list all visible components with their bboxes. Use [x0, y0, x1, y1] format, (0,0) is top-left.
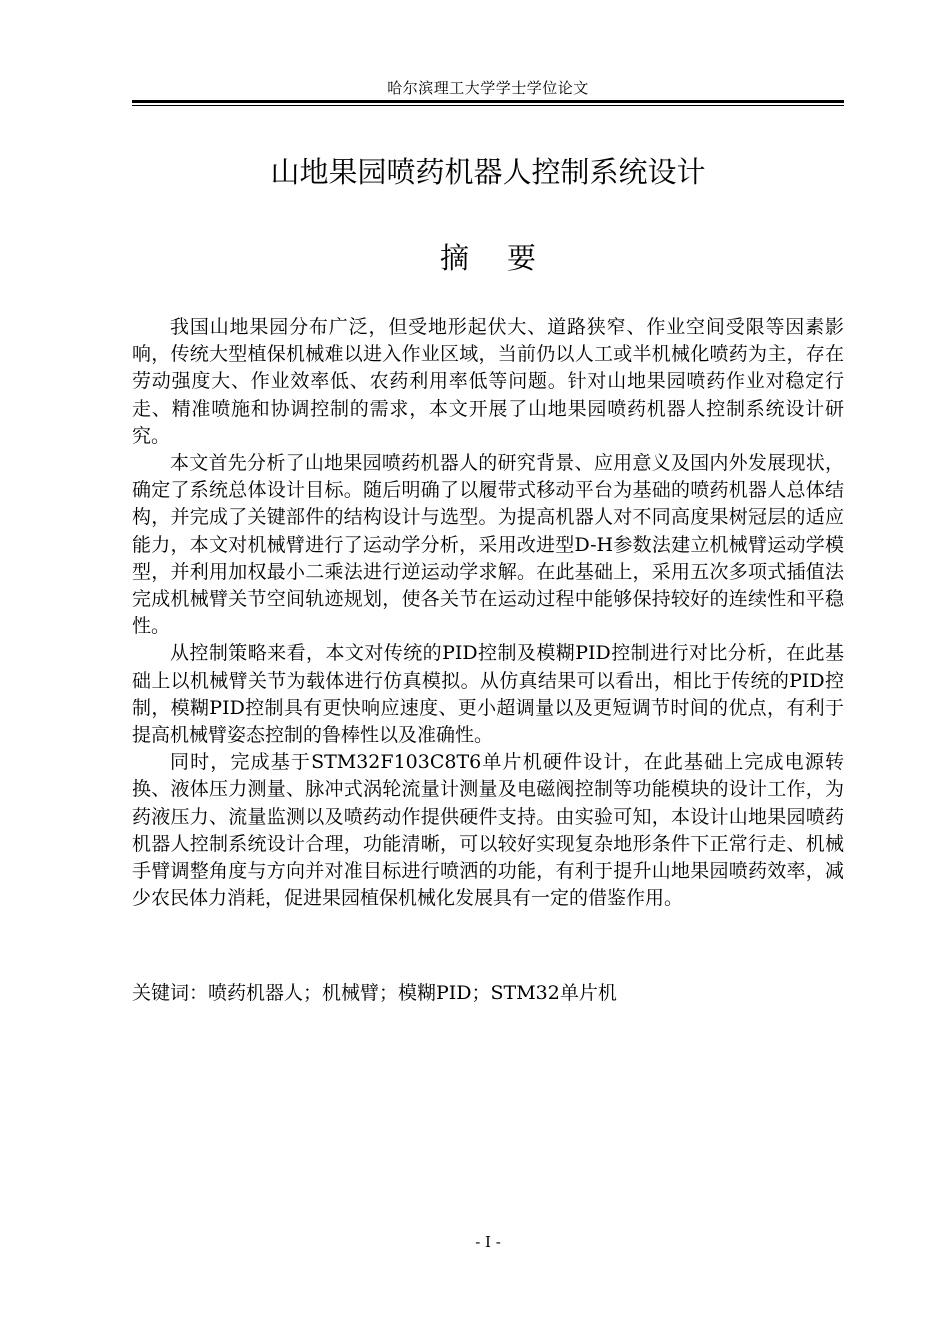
running-header: 哈尔滨理工大学学士学位论文: [387, 79, 589, 97]
abstract-paragraph-2: 本文首先分析了山地果园喷药机器人的研究背景、应用意义及国内外发展现状，确定了系统总体设计目标。随后明确了以履带式移动平台为基础的喷药机器人总体结构，并完成了关键部件的结构设计与选型。为提高机器人对不同高度果树冠层的适应能力，本文对机械臂进行了运动学分析，采用改进型D-H参数法建立机械臂运动学模型，并利用加权最小二乘法进行逆运动学求解。在此基础上，采用五次多项式插值法完成机械臂关节空间轨迹规划，使各关节在运动过程中能够保持较好的连续性和平稳性。: [132, 452, 844, 638]
abstract-paragraph-3: 从控制策略来看，本文对传统的PID控制及模糊PID控制进行对比分析，在此基础上以机械臂关节为载体进行仿真模拟。从仿真结果可以看出，相比于传统的PID控制，模糊PID控制具有更快响应速度、更小超调量以及更短调节时间的优点，有利于提高机械臂姿态控制的鲁棒性以及准确性。: [132, 642, 844, 747]
header-rule-thick: [132, 100, 844, 103]
page-number: - I -: [475, 1233, 501, 1251]
abstract-paragraph-1: 我国山地果园分布广泛，但受地形起伏大、道路狭窄、作业空间受限等因素影响，传统大型植保机械难以进入作业区域，当前仍以人工或半机械化喷药为主，存在劳动强度大、作业效率低、农药利用率低等问题。针对山地果园喷药作业对稳定行走、精准喷施和协调控制的需求，本文开展了山地果园喷药机器人控制系统设计研究。: [132, 316, 844, 447]
abstract-paragraph-4: 同时，完成基于STM32F103C8T6单片机硬件设计，在此基础上完成电源转换、液体压力测量、脉冲式涡轮流量计测量及电磁阀控制等功能模块的设计工作，为药液压力、流量监测以及喷药动作提供硬件支持。由实验可知，本设计山地果园喷药机器人控制系统设计合理，功能清晰，可以较好实现复杂地形条件下正常行走、机械手臂调整角度与方向并对准目标进行喷洒的功能，有利于提升山地果园喷药效率，减少农民体力消耗，促进果园植保机械化发展具有一定的借鉴作用。: [132, 751, 844, 910]
abstract-heading: 摘要: [439, 241, 574, 275]
keywords: [132, 980, 844, 1007]
paper-title: 山地果园喷药机器人控制系统设计: [270, 155, 706, 189]
header-rule-thin: [132, 105, 844, 106]
keywords-text: 喷药机器人；机械臂；模糊PID；STM32单片机: [208, 982, 617, 1004]
abstract-body: [132, 314, 844, 912]
keywords-label: 关键词：: [132, 982, 209, 1004]
